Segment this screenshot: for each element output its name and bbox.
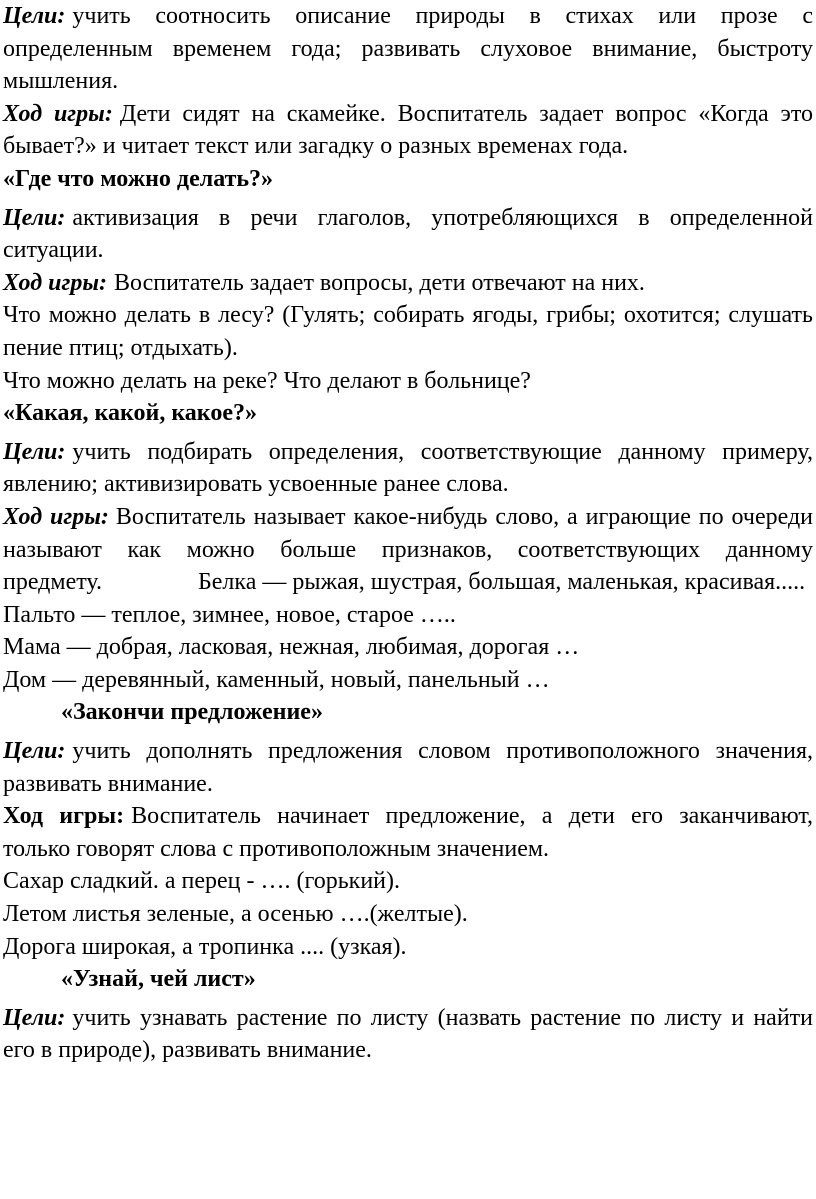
game1-goal (3, 0, 813, 98)
game3-goal (3, 436, 813, 501)
game4-process (3, 800, 813, 865)
game3-process (3, 501, 813, 599)
process-label: Ход игры: (3, 269, 107, 296)
game4-title: «Закончи предложение» (61, 699, 323, 726)
game2-title: «Где что можно делать?» (3, 165, 274, 192)
game4-example-3: Дорога широкая, а тропинка .... (узкая). (3, 933, 407, 960)
goal-label: Цели: (3, 1004, 66, 1031)
goal-label: Цели: (3, 438, 66, 465)
process-text: Дети сидят на скамейке. Воспитатель задает вопрос «Когда это бывает?» и читает текст или загадку о разных временах года. (3, 100, 814, 160)
game4-goal (3, 735, 813, 800)
game5-title: «Узнай, чей лист» (61, 966, 256, 993)
goal-text: учить подбирать определения, соответствующие данному примеру, явлению; активизировать усвоенные ранее слова. (3, 438, 813, 498)
goal-label: Цели: (3, 738, 66, 765)
process-text: Воспитатель называет какое-нибудь слово, а играющие по очереди называют как можно больше признаков, соответствующих данному предмету. (3, 503, 814, 596)
game3-example-2: Мама — добрая, ласковая, нежная, любимая, дорогая … (3, 634, 580, 661)
game3-example-3: Дом — деревянный, каменный, новый, панельный … (3, 666, 550, 693)
process-text: Воспитатель начинает предложение, а дети его заканчивают, только говорят слова с противоположным значением. (3, 803, 813, 862)
goal-text: активизация в речи глаголов, употребляющихся в определенной ситуации. (3, 204, 813, 264)
process-label: Ход игры: (3, 100, 113, 127)
game2-example-1: Что можно делать в лесу? (Гулять; собирать ягоды, грибы; охотится; слушать пение птиц; отдыхать). (3, 302, 813, 361)
game2-example-2: Что можно делать на реке? Что делают в больнице? (3, 367, 531, 394)
game3-title: «Какая, какой, какое?» (3, 400, 257, 427)
game4-example-1: Сахар сладкий. а перец - …. (горький). (3, 868, 400, 895)
process-text: Воспитатель задает вопросы, дети отвечают на них. (113, 269, 645, 296)
goal-text: учить дополнять предложения словом противоположного значения, развивать внимание. (3, 738, 813, 797)
game1-process (3, 98, 813, 163)
game2-goal (3, 202, 813, 267)
process-label: Ход игры: (3, 803, 125, 830)
game2-process (3, 267, 813, 300)
game5-goal (3, 1002, 813, 1067)
goal-text: учить узнавать растение по листу (назвать растение по листу и найти его в природе), развивать внимание. (3, 1004, 813, 1064)
goal-label: Цели: (3, 3, 66, 29)
goal-label: Цели: (3, 204, 66, 231)
goal-text: учить соотносить описание природы в стихах или прозе с определенным временем года; развивать слуховое внимание, быстроту мышления. (3, 3, 813, 95)
game4-example-2: Летом листья зеленые, а осенью ….(желтые). (3, 901, 468, 928)
process-label: Ход игры: (3, 503, 109, 530)
game3-example-1: Пальто — теплое, зимнее, новое, старое ….. (3, 601, 456, 628)
process-example: Белка — рыжая, шустрая, большая, маленькая, красивая..... (198, 569, 806, 596)
